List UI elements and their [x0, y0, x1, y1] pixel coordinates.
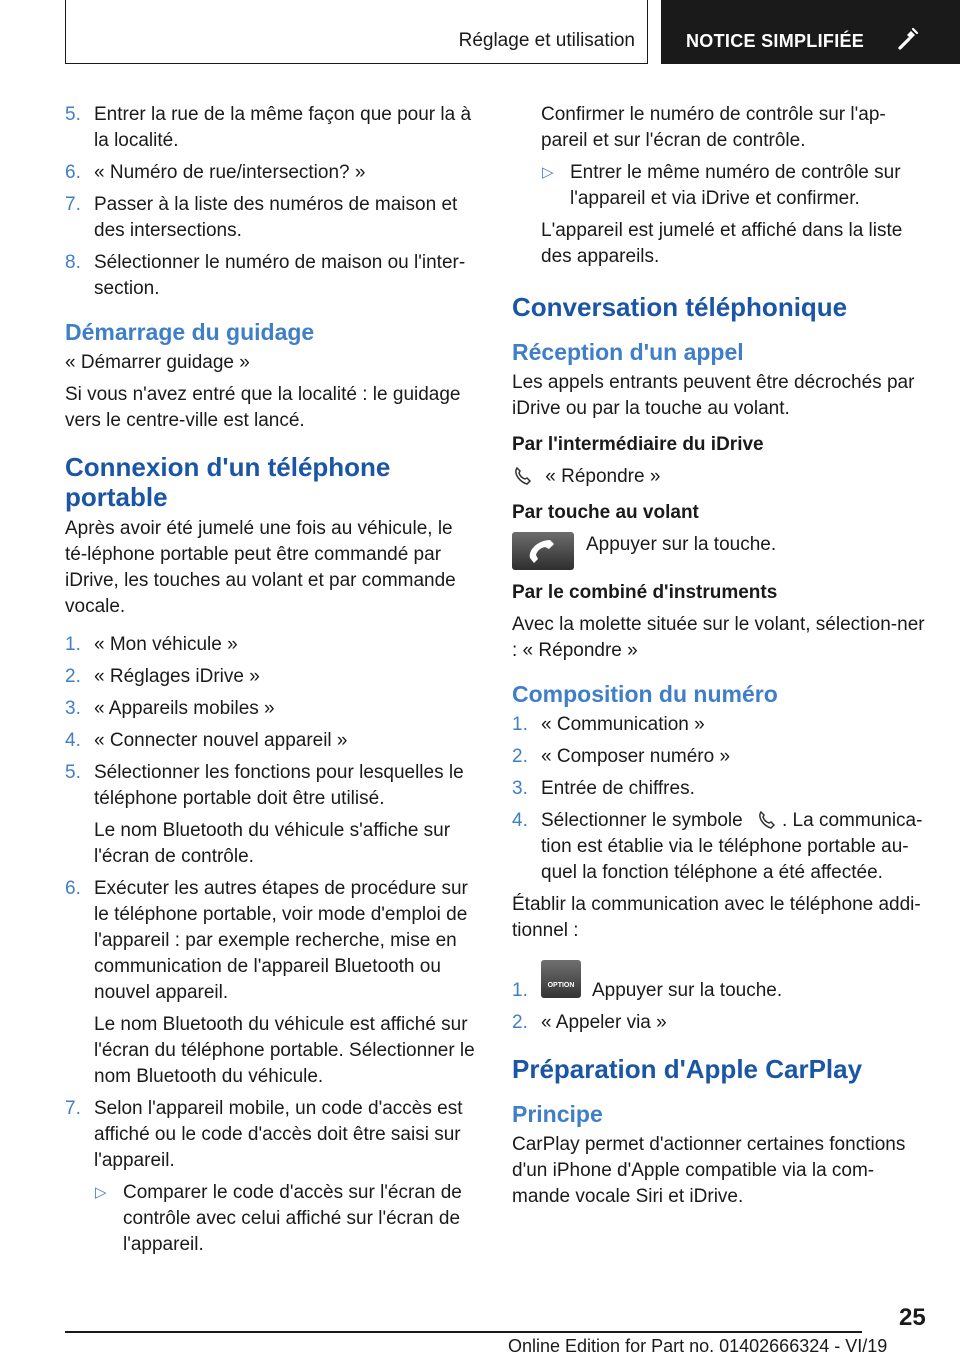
list-item: 2. « Appeler via » [512, 1012, 667, 1033]
list-item: 2. « Réglages iDrive » [65, 666, 260, 687]
footer-divider [65, 1331, 862, 1333]
list-item: 4. « Connecter nouvel appareil » [65, 730, 348, 751]
list-item: 1. « Mon véhicule » [65, 634, 238, 655]
heading-composition: Composition du numéro [512, 681, 778, 707]
paragraph: Après avoir été jumelé une fois au véhicule, le té-léphone portable peut être commandé par iDrive, les touches au volant et par commande vocale. [65, 518, 456, 617]
heading-carplay: Préparation d'Apple CarPlay [512, 1054, 863, 1084]
triangle-bullet-icon: ▷ [95, 1184, 107, 1201]
list-item: 4. Sélectionner le symbole . La communica-tion est établie via le téléphone portable au-quel la fonction téléphone a été affectée. [512, 810, 923, 883]
list-item: 2. « Composer numéro » [512, 746, 731, 767]
heading-volant: Par touche au volant [512, 502, 699, 523]
triangle-bullet-icon: ▷ [542, 164, 554, 181]
list-item: 7. Selon l'appareil mobile, un code d'accès est affiché ou le code d'accès doit être saisi sur l'appareil. [65, 1098, 463, 1171]
list-item: 6. Exécuter les autres étapes de procédure sur le téléphone portable, voir mode d'emploi de l'appareil : par exemple recherche, mise en communication de l'appareil Bluetooth ou nouvel appareil. [65, 878, 468, 1003]
list-item-note: L'appareil est jumelé et affiché dans la liste des appareils. [541, 220, 903, 267]
heading-idrive: Par l'intermédiaire du iDrive [512, 434, 764, 455]
heading-connexion: Connexion d'un téléphone portable [65, 452, 391, 512]
bullet-item: ▷ Comparer le code d'accès sur l'écran de contrôle avec celui affiché sur l'écran de l'appareil. [95, 1182, 462, 1255]
list-item-note: Le nom Bluetooth du véhicule est affiché sur l'écran du téléphone portable. Sélectionner le nom Bluetooth du véhicule. [94, 1014, 475, 1087]
list-item: 5. Sélectionner les fonctions pour lesquelles le téléphone portable doit être utilisé. [65, 762, 464, 809]
list-item: 6. « Numéro de rue/intersection? » [65, 162, 366, 183]
list-item: 3. Entrée de chiffres. [512, 778, 695, 799]
paragraph: « Démarrer guidage » [65, 352, 250, 373]
phone-icon [512, 532, 574, 570]
list-item: 1. OPTION Appuyer sur la touche. [512, 960, 932, 1004]
paragraph: Avec la molette située sur le volant, sélection-ner : « Répondre » [512, 614, 925, 661]
list-item-note: Confirmer le numéro de contrôle sur l'ap-pareil et sur l'écran de contrôle. [541, 104, 886, 151]
header-notice-box [661, 0, 960, 64]
paragraph: Les appels entrants peuvent être décrochés par iDrive ou par la touche au volant. [512, 372, 915, 419]
list-item: 5. Entrer la rue de la même façon que pour la à la localité. [65, 104, 472, 151]
list-item-note: Le nom Bluetooth du véhicule s'affiche sur l'écran de contrôle. [94, 820, 451, 867]
bullet-item: ▷ Entrer le même numéro de contrôle sur l'appareil et via iDrive et confirmer. [542, 162, 901, 209]
list-item: 7. Passer à la liste des numéros de maison et des intersections. [65, 194, 458, 241]
heading-conversation: Conversation téléphonique [512, 292, 848, 322]
wrench-icon [897, 27, 919, 51]
paragraph: Si vous n'avez entré que la localité : le guidage vers le centre-ville est lancé. [65, 384, 461, 431]
list-item: 8. Sélectionner le numéro de maison ou l'inter-section. [65, 252, 466, 299]
header-section-box [65, 0, 648, 64]
header-section-title: Réglage et utilisation [458, 30, 635, 51]
heading-principe: Principe [512, 1101, 603, 1127]
phone-icon [748, 811, 782, 831]
left-column [65, 102, 480, 1264]
footer-edition: Online Edition for Part no. 01402666324 - VI/19 [508, 1336, 888, 1356]
option-button-image: OPTION [541, 960, 581, 998]
paragraph: Établir la communication avec le téléphone addi-tionnel : [512, 894, 921, 941]
page-number: 25 [899, 1304, 926, 1331]
option-row: OPTION Appuyer sur la touche. [541, 960, 932, 1004]
phone-answer-icon [512, 467, 534, 487]
heading-combine: Par le combiné d'instruments [512, 582, 778, 603]
paragraph: Appuyer sur la touche. [586, 534, 777, 555]
right-column [512, 102, 932, 1216]
heading-guidage: Démarrage du guidage [65, 319, 315, 345]
steering-phone-button-image [512, 532, 574, 570]
list-item: 1. « Communication » [512, 714, 705, 735]
heading-reception: Réception d'un appel [512, 339, 744, 365]
list-item: 3. « Appareils mobiles » [65, 698, 275, 719]
volant-row [512, 532, 932, 570]
paragraph: « Répondre » [512, 464, 932, 490]
paragraph: CarPlay permet d'actionner certaines fonctions d'un iPhone d'Apple compatible via la com-mande vocale Siri et iDrive. [512, 1134, 906, 1207]
header-notice-title: NOTICE SIMPLIFIÉE [686, 31, 865, 51]
